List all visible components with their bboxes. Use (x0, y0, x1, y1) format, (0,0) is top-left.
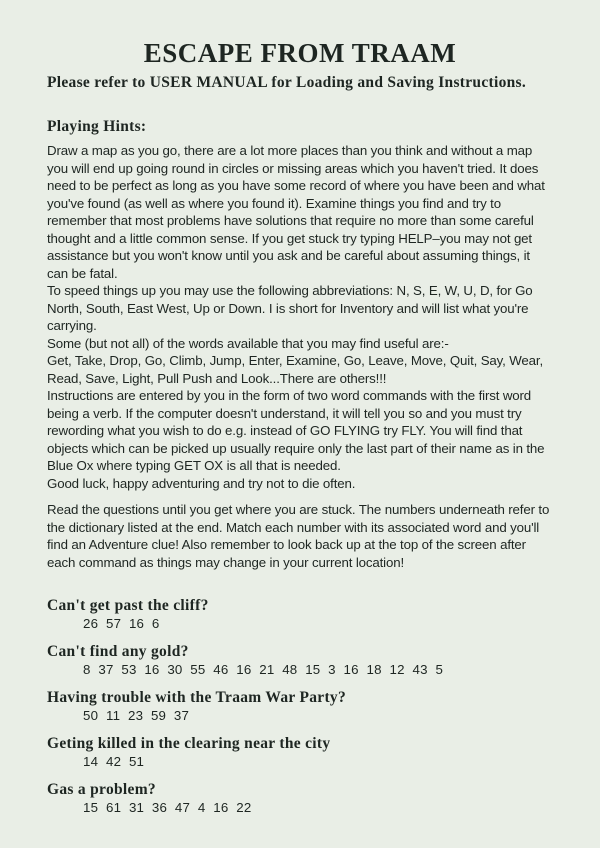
clue-numbers: 15 61 31 36 47 4 16 22 (83, 800, 252, 815)
hint-paragraph: Get, Take, Drop, Go, Climb, Jump, Enter, Examine, Go, Leave, Move, Quit, Say, Wear, Read, Save, Light, Pull Push and Look...There are others!!! (47, 353, 543, 386)
hint-paragraph: Some (but not all) of the words available that you may find useful are:- (47, 335, 449, 351)
question-item (47, 596, 553, 632)
question-title: Geting killed in the clearing near the city (47, 735, 331, 752)
question-title: Can't get past the cliff? (47, 597, 209, 614)
hints-heading: Playing Hints: (47, 118, 147, 135)
page-title: ESCAPE FROM TRAAM (143, 38, 457, 68)
question-title: Can't find any gold? (47, 643, 189, 660)
intro-text: Please refer to USER MANUAL for Loading and Saving Instructions. (47, 74, 527, 91)
hint-paragraph: To speed things up you may use the following abbreviations: N, S, E, W, U, D, for Go North, South, East West, Up or Down. I is short for Inventory and will list what you're carrying. (47, 283, 533, 333)
question-item (47, 780, 553, 816)
hint-paragraph: Draw a map as you go, there are a lot more places than you think and without a map you will end up going round in circles or missing areas which you haven't tried. It does need to be perfect as long as you have some record of where you have been and what you've found (as well as where you found it). Examine things you find and try to remember that most problems have solutions that require no more than some careful thought and a little common sense. If you get stuck try typing HELP–you may not get assistance but you won't know until you ask and be careful about assuming things, it can be fatal. (47, 143, 545, 281)
question-item (47, 734, 553, 770)
clue-numbers: 50 11 23 59 37 (83, 708, 190, 723)
question-item (47, 688, 553, 724)
hint-paragraph: Read the questions until you get where you are stuck. The numbers underneath refer to the dictionary listed at the end. Match each number with its associated word and you'll find an Adventure clue! Also remember to look back up at the top of the screen after each command as things may change in your current location! (47, 502, 550, 570)
question-title: Gas a problem? (47, 781, 156, 798)
hint-paragraph: Good luck, happy adventuring and try not to die often. (47, 475, 356, 491)
clue-numbers: 26 57 16 6 (83, 616, 160, 631)
hints-body (47, 142, 553, 571)
hint-paragraph: Instructions are entered by you in the form of two word commands with the first word being a verb. If the computer doesn't understand, it will tell you so and you must try rewording what you wish to do e.g. instead of GO FLYING try FLY. You will find that objects which can be picked up usually require only the last part of their name as in the Blue Ox where typing GET OX is all that is needed. (47, 388, 545, 473)
question-item (47, 642, 553, 678)
clue-numbers: 8 37 53 16 30 55 46 16 21 48 15 3 16 18 12 43 5 (83, 662, 444, 677)
clue-numbers: 14 42 51 (83, 754, 145, 769)
question-title: Having trouble with the Traam War Party? (47, 689, 347, 706)
questions-list (47, 596, 553, 826)
